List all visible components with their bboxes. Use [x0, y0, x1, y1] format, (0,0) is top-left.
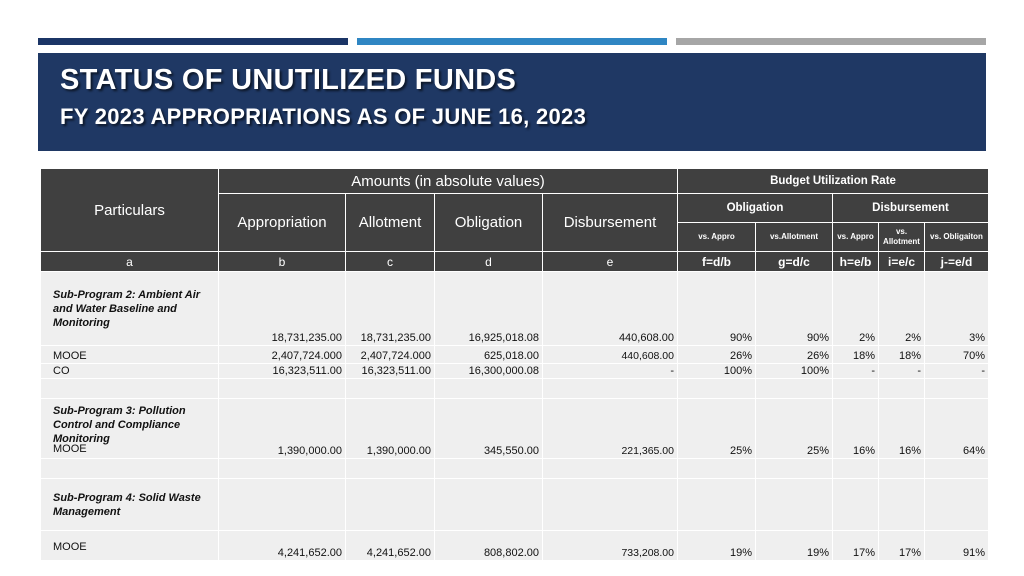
cell-j: 3% — [925, 272, 989, 346]
header-vs-appro-disb: vs. Appro — [833, 223, 879, 252]
cell-appropriation: 16,323,511.00 — [219, 364, 346, 379]
table-row — [41, 272, 989, 346]
cell-f: 90% — [678, 272, 756, 346]
cell-appropriation: 2,407,724.000 — [219, 346, 346, 364]
header-appropriation: Appropriation — [219, 194, 346, 252]
table-spacer-row — [41, 379, 989, 399]
letter-f: f=d/b — [678, 252, 756, 272]
cell-g: 100% — [756, 364, 833, 379]
cell-allotment: 16,323,511.00 — [346, 364, 435, 379]
page-subtitle: FY 2023 APPROPRIATIONS AS OF JUNE 16, 2023 — [60, 104, 587, 129]
cell-disbursement: 221,365.00 — [543, 399, 678, 459]
cell-g: 25% — [756, 399, 833, 459]
cell-g: 90% — [756, 272, 833, 346]
cell-f: 100% — [678, 364, 756, 379]
cell-h: 2% — [833, 272, 879, 346]
letter-h: h=e/b — [833, 252, 879, 272]
cell-obligation: 808,802.00 — [435, 531, 543, 561]
letter-i: i=e/c — [879, 252, 925, 272]
cell-j: 64% — [925, 399, 989, 459]
header-vs-obligation: vs. Obligaiton — [925, 223, 989, 252]
cell-disbursement: 733,208.00 — [543, 531, 678, 561]
row-label: MOOE — [41, 346, 219, 364]
cell-f: 25% — [678, 399, 756, 459]
letter-b: b — [219, 252, 346, 272]
cell-i: 17% — [879, 531, 925, 561]
cell-allotment: 4,241,652.00 — [346, 531, 435, 561]
row-label: CO — [41, 364, 219, 379]
header-obligation: Obligation — [435, 194, 543, 252]
cell-obligation: 625,018.00 — [435, 346, 543, 364]
row-label: MOOE — [41, 531, 219, 561]
cell-obligation: 345,550.00 — [435, 399, 543, 459]
header-rate-obligation: Obligation — [678, 194, 833, 223]
accent-stripe-blue — [357, 38, 667, 45]
cell-i: 2% — [879, 272, 925, 346]
cell-obligation: 16,925,018.08 — [435, 272, 543, 346]
header-rate-group: Budget Utilization Rate — [678, 169, 989, 194]
header-vs-appro: vs. Appro — [678, 223, 756, 252]
cell-allotment: 18,731,235.00 — [346, 272, 435, 346]
cell-allotment: 1,390,000.00 — [346, 399, 435, 459]
table-row — [41, 346, 989, 364]
cell-j: - — [925, 364, 989, 379]
cell-i: 16% — [879, 399, 925, 459]
page-title: STATUS OF UNUTILIZED FUNDS — [60, 64, 517, 96]
header-vs-allotment: vs.Allotment — [756, 223, 833, 252]
row-sublabel: MOOE — [53, 443, 87, 455]
cell-h: 16% — [833, 399, 879, 459]
cell-h: 18% — [833, 346, 879, 364]
cell-f: 26% — [678, 346, 756, 364]
cell-j: 91% — [925, 531, 989, 561]
cell-f: 19% — [678, 531, 756, 561]
cell-g: 19% — [756, 531, 833, 561]
header-rate-disbursement: Disbursement — [833, 194, 989, 223]
table-spacer-row — [41, 459, 989, 479]
cell-h: 17% — [833, 531, 879, 561]
section-title: Sub-Program 3: Pollution Control and Compliance Monitoring — [53, 405, 186, 445]
letter-a: a — [41, 252, 219, 272]
cell-obligation: 16,300,000.08 — [435, 364, 543, 379]
header-allotment: Allotment — [346, 194, 435, 252]
letter-d: d — [435, 252, 543, 272]
letter-c: c — [346, 252, 435, 272]
cell-appropriation: 18,731,235.00 — [219, 272, 346, 346]
row-label — [41, 399, 219, 459]
table-row — [41, 479, 989, 531]
cell-j: 70% — [925, 346, 989, 364]
cell-i: 18% — [879, 346, 925, 364]
cell-appropriation: 4,241,652.00 — [219, 531, 346, 561]
letter-j: j-=e/d — [925, 252, 989, 272]
cell-disbursement: 440,608.00 — [543, 346, 678, 364]
header-particulars: Particulars — [41, 169, 219, 252]
cell-appropriation: 1,390,000.00 — [219, 399, 346, 459]
header-disbursement: Disbursement — [543, 194, 678, 252]
table-row — [41, 399, 989, 459]
row-label: Sub-Program 2: Ambient Air and Water Baseline and Monitoring — [41, 272, 219, 346]
cell-g: 26% — [756, 346, 833, 364]
title-banner — [38, 53, 986, 151]
letter-e: e — [543, 252, 678, 272]
cell-i: - — [879, 364, 925, 379]
header-amounts-group: Amounts (in absolute values) — [219, 169, 678, 194]
table-row — [41, 364, 989, 379]
cell-h: - — [833, 364, 879, 379]
accent-stripe-navy — [38, 38, 348, 45]
accent-stripe-gray — [676, 38, 986, 45]
letter-g: g=d/c — [756, 252, 833, 272]
cell-allotment: 2,407,724.000 — [346, 346, 435, 364]
header-vs-allotment-disb: vs. Allotment — [879, 223, 925, 252]
funds-table — [40, 168, 989, 561]
table-row — [41, 531, 989, 561]
row-label: Sub-Program 4: Solid Waste Management — [41, 479, 219, 531]
cell-disbursement: - — [543, 364, 678, 379]
cell-disbursement: 440,608.00 — [543, 272, 678, 346]
